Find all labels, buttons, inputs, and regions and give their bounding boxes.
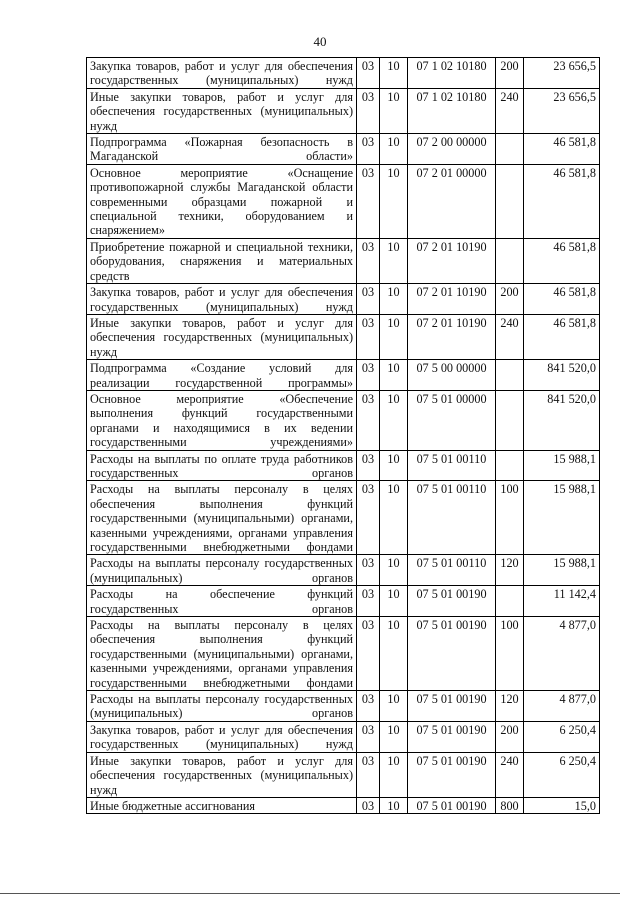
row-subsection-cell: 10 [380, 721, 408, 752]
table-row [87, 450, 600, 481]
row-expense-type-cell: 100 [496, 481, 524, 555]
row-expense-type-cell [496, 360, 524, 391]
row-expense-type-cell: 240 [496, 314, 524, 359]
table-row [87, 797, 600, 813]
row-name-cell: Иные закупки товаров, работ и услуг для обеспечения государственных (муниципальных) нужд [87, 88, 357, 133]
table-row [87, 555, 600, 586]
row-section-cell: 03 [357, 797, 380, 813]
table-row [87, 134, 600, 165]
table-row [87, 752, 600, 797]
row-amount-cell: 15 988,1 [524, 450, 600, 481]
budget-table-body [87, 58, 600, 814]
table-row [87, 284, 600, 315]
row-section-cell: 03 [357, 691, 380, 722]
row-expense-type-cell [496, 586, 524, 617]
row-subsection-cell: 10 [380, 555, 408, 586]
row-expense-type-cell: 200 [496, 721, 524, 752]
row-expense-type-cell [496, 134, 524, 165]
row-section-cell: 03 [357, 721, 380, 752]
table-row [87, 721, 600, 752]
row-name-cell: Расходы на обеспечение функций государственных органов [87, 586, 357, 617]
row-subsection-cell: 10 [380, 586, 408, 617]
row-expense-type-cell: 120 [496, 691, 524, 722]
row-target-article-cell: 07 5 01 00190 [408, 721, 496, 752]
row-section-cell: 03 [357, 360, 380, 391]
row-subsection-cell: 10 [380, 134, 408, 165]
row-expense-type-cell [496, 164, 524, 238]
row-expense-type-cell: 200 [496, 284, 524, 315]
budget-table [86, 57, 600, 814]
table-row [87, 360, 600, 391]
table-row [87, 617, 600, 691]
page-number: 40 [313, 34, 327, 49]
table-row [87, 164, 600, 238]
table-row [87, 481, 600, 555]
row-target-article-cell: 07 5 01 00110 [408, 555, 496, 586]
row-expense-type-cell: 120 [496, 555, 524, 586]
row-amount-cell: 6 250,4 [524, 752, 600, 797]
row-name-cell: Иные закупки товаров, работ и услуг для обеспечения государственных (муниципальных) нужд [87, 752, 357, 797]
row-subsection-cell: 10 [380, 284, 408, 315]
row-subsection-cell: 10 [380, 617, 408, 691]
row-target-article-cell: 07 5 01 00190 [408, 752, 496, 797]
row-section-cell: 03 [357, 58, 380, 89]
row-name-cell: Подпрограмма «Создание условий для реализации государственной программы» [87, 360, 357, 391]
row-section-cell: 03 [357, 586, 380, 617]
footer-divider [0, 893, 620, 894]
row-name-cell: Закупка товаров, работ и услуг для обеспечения государственных (муниципальных) нужд [87, 721, 357, 752]
row-target-article-cell: 07 5 01 00110 [408, 481, 496, 555]
row-target-article-cell: 07 5 01 00190 [408, 691, 496, 722]
row-section-cell: 03 [357, 238, 380, 283]
row-amount-cell: 46 581,8 [524, 238, 600, 283]
table-row [87, 390, 600, 450]
row-name-cell: Иные закупки товаров, работ и услуг для обеспечения государственных (муниципальных) нужд [87, 314, 357, 359]
row-target-article-cell: 07 5 01 00110 [408, 450, 496, 481]
row-name-cell: Приобретение пожарной и специальной техники, оборудования, снаряжения и материальных средств [87, 238, 357, 283]
row-section-cell: 03 [357, 481, 380, 555]
row-expense-type-cell: 240 [496, 88, 524, 133]
row-subsection-cell: 10 [380, 797, 408, 813]
row-expense-type-cell: 100 [496, 617, 524, 691]
row-target-article-cell: 07 5 01 00190 [408, 617, 496, 691]
row-amount-cell: 23 656,5 [524, 88, 600, 133]
row-name-cell: Расходы на выплаты персоналу в целях обеспечения выполнения функций государственными (муниципальными) органами, казенными учреждениями, органами управления государственными внебюджетными фондами [87, 617, 357, 691]
row-amount-cell: 15 988,1 [524, 481, 600, 555]
row-section-cell: 03 [357, 314, 380, 359]
table-row [87, 88, 600, 133]
row-amount-cell: 46 581,8 [524, 314, 600, 359]
row-amount-cell: 15,0 [524, 797, 600, 813]
row-amount-cell: 11 142,4 [524, 586, 600, 617]
row-target-article-cell: 07 2 01 10190 [408, 314, 496, 359]
row-target-article-cell: 07 2 00 00000 [408, 134, 496, 165]
row-name-cell: Расходы на выплаты персоналу в целях обеспечения выполнения функций государственными (муниципальными) органами, казенными учреждениями, органами управления государственными внебюджетными фондами [87, 481, 357, 555]
row-subsection-cell: 10 [380, 481, 408, 555]
row-target-article-cell: 07 5 01 00000 [408, 390, 496, 450]
row-name-cell: Иные бюджетные ассигнования [87, 797, 357, 813]
row-section-cell: 03 [357, 164, 380, 238]
row-section-cell: 03 [357, 390, 380, 450]
row-name-cell: Расходы на выплаты персоналу государственных (муниципальных) органов [87, 555, 357, 586]
row-name-cell: Расходы на выплаты по оплате труда работников государственных органов [87, 450, 357, 481]
row-name-cell: Основное мероприятие «Оснащение противопожарной службы Магаданской области современными образцами пожарной и специальной техники, оборудованием и снаряжением» [87, 164, 357, 238]
row-name-cell: Закупка товаров, работ и услуг для обеспечения государственных (муниципальных) нужд [87, 284, 357, 315]
row-name-cell: Основное мероприятие «Обеспечение выполнения функций государственными органами и находящимися в их ведении государственными учреждениями» [87, 390, 357, 450]
row-section-cell: 03 [357, 617, 380, 691]
row-target-article-cell: 07 1 02 10180 [408, 58, 496, 89]
row-amount-cell: 15 988,1 [524, 555, 600, 586]
row-expense-type-cell: 800 [496, 797, 524, 813]
row-target-article-cell: 07 5 01 00190 [408, 797, 496, 813]
row-expense-type-cell: 200 [496, 58, 524, 89]
row-section-cell: 03 [357, 284, 380, 315]
row-section-cell: 03 [357, 555, 380, 586]
row-amount-cell: 46 581,8 [524, 164, 600, 238]
table-row [87, 691, 600, 722]
row-section-cell: 03 [357, 450, 380, 481]
table-row [87, 314, 600, 359]
row-name-cell: Расходы на выплаты персоналу государственных (муниципальных) органов [87, 691, 357, 722]
table-row [87, 238, 600, 283]
row-amount-cell: 23 656,5 [524, 58, 600, 89]
row-target-article-cell: 07 5 00 00000 [408, 360, 496, 391]
table-row [87, 58, 600, 89]
row-amount-cell: 4 877,0 [524, 617, 600, 691]
row-target-article-cell: 07 2 01 10190 [408, 238, 496, 283]
row-section-cell: 03 [357, 88, 380, 133]
row-section-cell: 03 [357, 134, 380, 165]
row-expense-type-cell [496, 450, 524, 481]
row-amount-cell: 6 250,4 [524, 721, 600, 752]
row-subsection-cell: 10 [380, 450, 408, 481]
row-section-cell: 03 [357, 752, 380, 797]
row-expense-type-cell [496, 390, 524, 450]
row-subsection-cell: 10 [380, 752, 408, 797]
table-row [87, 586, 600, 617]
row-subsection-cell: 10 [380, 164, 408, 238]
row-amount-cell: 46 581,8 [524, 284, 600, 315]
row-expense-type-cell: 240 [496, 752, 524, 797]
row-subsection-cell: 10 [380, 88, 408, 133]
row-name-cell: Закупка товаров, работ и услуг для обеспечения государственных (муниципальных) нужд [87, 58, 357, 89]
row-subsection-cell: 10 [380, 691, 408, 722]
row-target-article-cell: 07 2 01 00000 [408, 164, 496, 238]
row-amount-cell: 841 520,0 [524, 390, 600, 450]
row-subsection-cell: 10 [380, 58, 408, 89]
row-expense-type-cell [496, 238, 524, 283]
row-target-article-cell: 07 2 01 10190 [408, 284, 496, 315]
row-subsection-cell: 10 [380, 238, 408, 283]
row-name-cell: Подпрограмма «Пожарная безопасность в Магаданской области» [87, 134, 357, 165]
row-amount-cell: 4 877,0 [524, 691, 600, 722]
row-amount-cell: 46 581,8 [524, 134, 600, 165]
row-subsection-cell: 10 [380, 390, 408, 450]
row-target-article-cell: 07 5 01 00190 [408, 586, 496, 617]
row-target-article-cell: 07 1 02 10180 [408, 88, 496, 133]
row-subsection-cell: 10 [380, 360, 408, 391]
row-amount-cell: 841 520,0 [524, 360, 600, 391]
row-subsection-cell: 10 [380, 314, 408, 359]
